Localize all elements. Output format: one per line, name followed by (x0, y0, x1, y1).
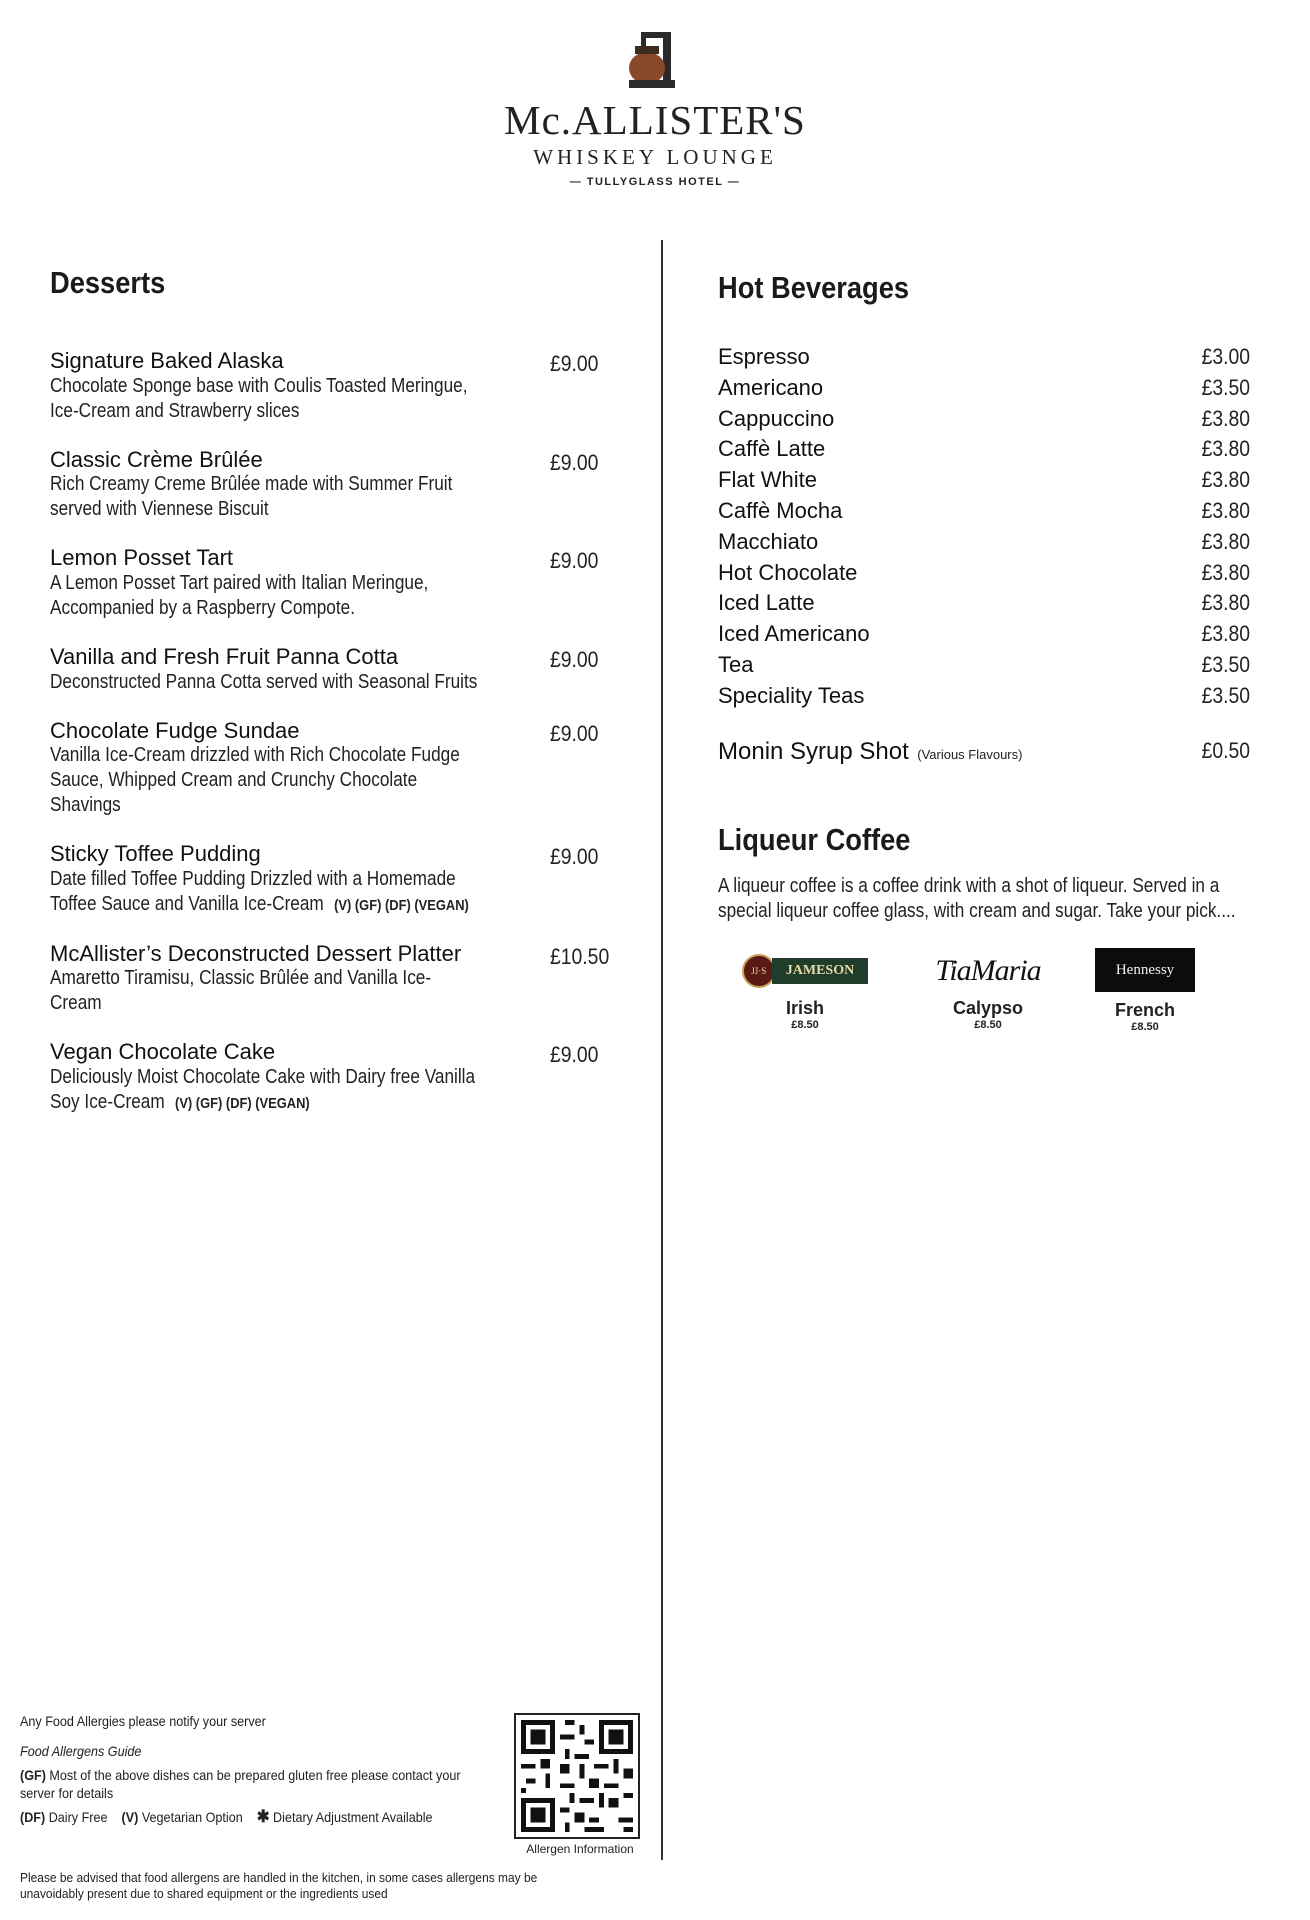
df-text: Dairy Free (48, 1809, 108, 1825)
beverage-name: Hot Chocolate (718, 559, 858, 585)
hennessy-wordmark: Hennessy (1115, 961, 1175, 978)
beverage-price: £3.50 (1201, 682, 1250, 708)
tia-maria-wordmark: TiaMaria (935, 954, 1041, 987)
liqueur-coffee-title: Liqueur Coffee (718, 822, 911, 857)
dessert-list (50, 349, 610, 1116)
beverage-price: £3.50 (1201, 651, 1250, 677)
dessert-item (50, 719, 610, 819)
dessert-description: Amaretto Tiramisu, Classic Brûlée and Vanilla Ice-Cream (50, 967, 432, 1015)
beverage-name: Caffè Mocha (718, 497, 843, 523)
allergy-notes (20, 1712, 500, 1832)
hennessy-logo (1095, 948, 1195, 992)
hotel-name: — TULLYGLASS HOTEL — (569, 176, 741, 188)
desserts-section (50, 265, 610, 1140)
qr-caption: Allergen Information (526, 1842, 634, 1856)
beverage-name: Caffè Latte (718, 436, 826, 462)
qr-code-icon (514, 1713, 640, 1839)
liqueur-option-calypso (928, 952, 1048, 1031)
v-text: Vegetarian Option (141, 1809, 243, 1825)
dessert-name: Lemon Posset Tart (50, 545, 234, 571)
beverage-item (718, 467, 1250, 498)
allergens-guide-title: Food Allergens Guide (20, 1743, 142, 1759)
dessert-price: £10.50 (550, 943, 610, 969)
dessert-description: Vanilla Ice-Cream drizzled with Rich Chocolate Fudge Sauce, Whipped Cream and Crunchy Chocolate Shavings (50, 744, 460, 817)
dessert-description (50, 867, 480, 918)
allergen-disclaimer: Please be advised that food allergens are handled in the kitchen, in some cases allergens may be unavoidably present due to shared equipment or the ingredients used (20, 1870, 538, 1901)
beverage-price: £3.80 (1201, 559, 1250, 585)
gf-text: Most of the above dishes can be prepared gluten free please contact your server for details (20, 1767, 461, 1801)
liqueur-label: Irish (785, 998, 824, 1018)
dessert-name: Sticky Toffee Pudding (50, 841, 261, 867)
dessert-price: £9.00 (550, 548, 599, 574)
diet-legend (20, 1808, 497, 1826)
v-code: (V) (121, 1809, 139, 1825)
dessert-description: A Lemon Posset Tart paired with Italian Meringue, Accompanied by a Raspberry Compote. (50, 571, 429, 619)
asterisk-text: Dietary Adjustment Available (273, 1809, 433, 1825)
syrup-shot-name: Monin Syrup Shot (718, 737, 909, 765)
dessert-price: £9.00 (550, 844, 599, 870)
dessert-item (50, 349, 610, 424)
hot-beverages-section (718, 270, 1250, 770)
beverage-name: Cappuccino (718, 405, 835, 431)
hot-beverages-title: Hot Beverages (718, 270, 910, 305)
liqueur-label: French (1114, 1000, 1175, 1020)
dessert-item (50, 842, 610, 918)
dessert-item (50, 448, 610, 523)
dessert-price: £9.00 (550, 720, 599, 746)
beverage-name: Macchiato (718, 528, 819, 554)
dessert-name: McAllister’s Deconstructed Dessert Platter (50, 940, 462, 966)
df-code: (DF) (20, 1809, 46, 1825)
desserts-title: Desserts (50, 265, 166, 300)
dessert-description: Chocolate Sponge base with Coulis Toasted Meringue, Ice-Cream and Strawberry slices (50, 374, 468, 422)
dessert-name: Vegan Chocolate Cake (50, 1039, 276, 1065)
liqueur-option-irish (740, 952, 870, 1031)
beverage-price: £3.80 (1201, 621, 1250, 647)
diet-tags: (V) (GF) (DF) (VEGAN) (175, 1095, 310, 1112)
column-divider (661, 240, 663, 1860)
liqueur-price: £8.50 (1131, 1021, 1159, 1033)
dessert-item (50, 645, 610, 695)
beverage-name: Iced Americano (718, 621, 870, 647)
beverage-price: £3.80 (1201, 528, 1250, 554)
beverage-name: Speciality Teas (718, 682, 865, 708)
dessert-description: Deconstructed Panna Cotta served with Seasonal Fruits (50, 670, 478, 693)
beverage-price: £3.80 (1201, 436, 1250, 462)
beverage-price: £3.80 (1201, 497, 1250, 523)
dessert-name: Classic Crème Brûlée (50, 446, 263, 472)
dessert-price: £9.00 (550, 351, 599, 376)
beverage-item (718, 621, 1250, 652)
allergy-notify: Any Food Allergies please notify your server (20, 1713, 266, 1729)
liqueur-coffee-intro: A liqueur coffee is a coffee drink with a shot of liqueur. Served in a special liqueur coffee glass, with cream and sugar. Take your pick.... (718, 875, 1236, 922)
dessert-item (50, 942, 610, 1017)
diet-tags: (V) (GF) (DF) (VEGAN) (334, 896, 469, 914)
dessert-description-text: Deliciously Moist Chocolate Cake with Dairy free Vanilla Soy Ice-Cream (50, 1066, 476, 1113)
beverage-item (718, 375, 1250, 406)
liqueur-options (718, 952, 1278, 1052)
liqueur-price: £8.50 (791, 1019, 819, 1031)
brand-logo (0, 28, 1310, 188)
jameson-badge: JJ·S (742, 954, 776, 988)
dessert-price: £9.00 (550, 449, 599, 475)
dessert-name: Vanilla and Fresh Fruit Panna Cotta (50, 643, 399, 669)
beverage-price: £3.00 (1201, 344, 1250, 369)
beverage-item (718, 652, 1250, 683)
beverage-name: Flat White (718, 467, 818, 493)
syrup-shot-item (718, 738, 1250, 770)
beverage-item (718, 344, 1250, 375)
beverage-item (718, 683, 1250, 714)
gf-code: (GF) (20, 1767, 46, 1783)
dessert-description-text: Date filled Toffee Pudding Drizzled with a Homemade Toffee Sauce and Vanilla Ice-Cream (50, 867, 456, 915)
dessert-description: Rich Creamy Creme Brûlée made with Summer Fruit served with Viennese Biscuit (50, 473, 453, 521)
beverage-price: £3.80 (1201, 405, 1250, 431)
beverage-item (718, 406, 1250, 437)
liqueur-option-french (1095, 952, 1195, 1033)
jameson-wordmark: JAMESON (772, 958, 868, 984)
jameson-logo (740, 952, 870, 990)
beverage-item (718, 529, 1250, 560)
beverage-name: Espresso (718, 344, 810, 369)
dessert-item (50, 1040, 610, 1116)
brand-subtitle: WHISKEY LOUNGE (533, 145, 777, 169)
asterisk-icon: ✱ (256, 1807, 270, 1826)
beverage-item (718, 498, 1250, 529)
dessert-name: Signature Baked Alaska (50, 348, 284, 373)
liqueur-coffee-section (718, 822, 1278, 1052)
gf-note (20, 1766, 497, 1802)
beverage-name: Iced Latte (718, 590, 815, 616)
dessert-description (50, 1065, 480, 1116)
dessert-price: £9.00 (550, 1042, 599, 1068)
beverage-item (718, 436, 1250, 467)
dessert-item (50, 546, 610, 621)
liqueur-label: Calypso (952, 998, 1024, 1018)
syrup-shot-note: (Various Flavours) (917, 746, 1023, 762)
dessert-price: £9.00 (550, 646, 599, 672)
beverage-list (718, 344, 1250, 714)
beverage-name: Tea (718, 651, 754, 677)
syrup-shot-price: £0.50 (1201, 737, 1250, 763)
beverage-price: £3.80 (1201, 590, 1250, 616)
liqueur-price: £8.50 (974, 1019, 1002, 1031)
beverage-name: Americano (718, 374, 824, 400)
beverage-price: £3.80 (1201, 467, 1250, 493)
dessert-name: Chocolate Fudge Sundae (50, 717, 300, 743)
beverage-price: £3.50 (1201, 374, 1250, 400)
tia-maria-logo (928, 952, 1048, 990)
brand-name: Mc.ALLISTER'S (504, 97, 806, 143)
whiskey-still-icon (625, 28, 685, 94)
beverage-item (718, 590, 1250, 621)
beverage-item (718, 560, 1250, 591)
